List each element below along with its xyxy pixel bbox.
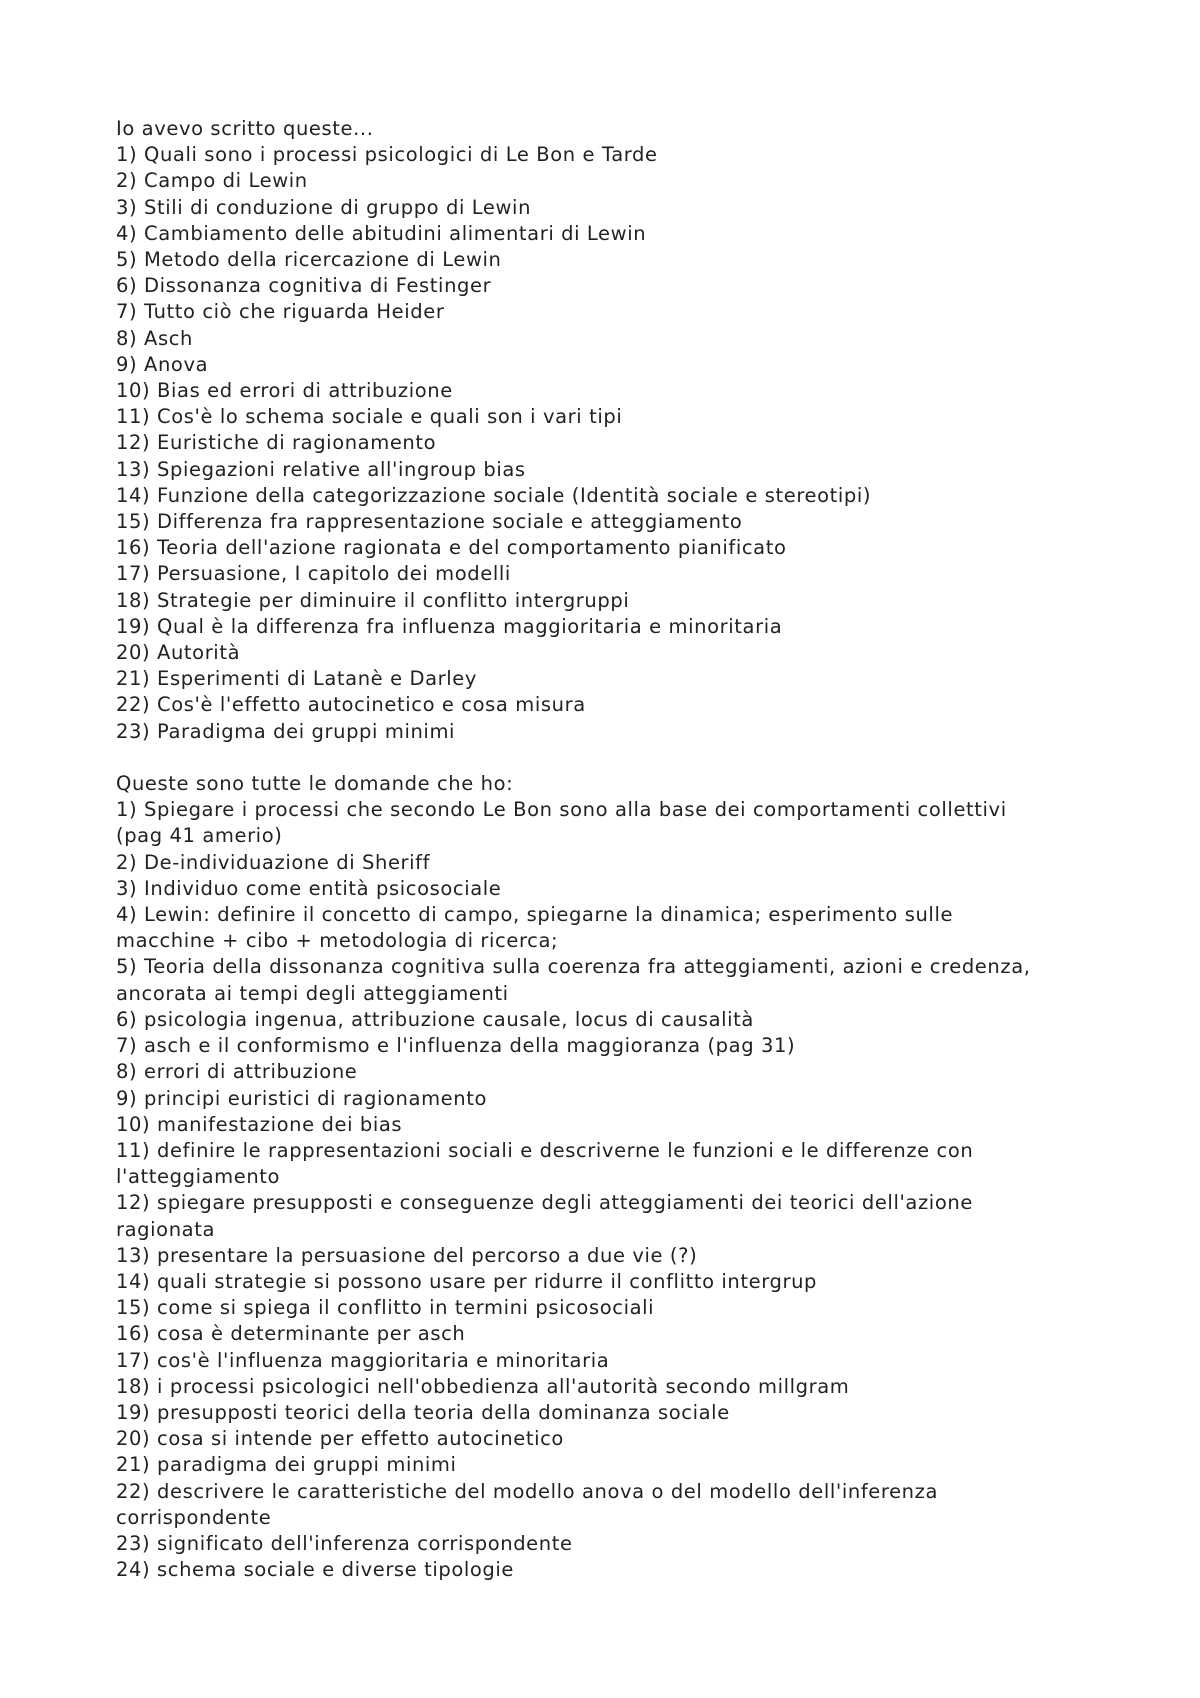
question-item: 14) Funzione della categorizzazione sociale (Identità sociale e stereotipi) — [116, 483, 872, 507]
question-item: 3) Stili di conduzione di gruppo di Lewin — [116, 195, 532, 219]
question-item: 20) Autorità — [116, 641, 241, 665]
question-line: macchine + cibo + metodologia di ricerca; — [116, 929, 559, 953]
question-line: (pag 41 amerio) — [116, 824, 283, 848]
question-line: 16) cosa è determinante per asch — [116, 1322, 466, 1346]
all-questions-list — [116, 797, 1116, 1583]
question-line: 2) De-individuazione di Sheriff — [116, 850, 431, 874]
question-line: 7) asch e il conformismo e l'influenza della maggioranza (pag 31) — [116, 1034, 796, 1058]
written-questions-list — [116, 142, 1116, 745]
question-item: 7) Tutto ciò che riguarda Heider — [116, 300, 445, 324]
question-item: 5) Metodo della ricercazione di Lewin — [116, 248, 502, 272]
question-line: ragionata — [116, 1217, 215, 1241]
question-item: 10) Bias ed errori di attribuzione — [116, 379, 453, 403]
question-item: 18) Strategie per diminuire il conflitto intergruppi — [116, 588, 630, 612]
question-item: 15) Differenza fra rappresentazione sociale e atteggiamento — [116, 510, 743, 534]
question-item: 6) Dissonanza cognitiva di Festinger — [116, 274, 492, 298]
question-line: 24) schema sociale e diverse tipologie — [116, 1558, 515, 1582]
question-item: 2) Campo di Lewin — [116, 169, 308, 193]
question-item: 21) Esperimenti di Latanè e Darley — [116, 667, 478, 691]
question-item: 9) Anova — [116, 352, 209, 376]
question-item: 16) Teoria dell'azione ragionata e del comportamento pianificato — [116, 536, 787, 560]
question-line: 18) i processi psicologici nell'obbedienza all'autorità secondo millgram — [116, 1374, 850, 1398]
question-line: 22) descrivere le caratteristiche del modello anova o del modello dell'inferenza — [116, 1479, 939, 1503]
question-item: 13) Spiegazioni relative all'ingroup bias — [116, 457, 526, 481]
question-item: 4) Cambiamento delle abitudini alimentari di Lewin — [116, 221, 647, 245]
question-line: corrispondente — [116, 1505, 272, 1529]
document-page — [116, 116, 1116, 1583]
question-line: 13) presentare la persuasione del percorso a due vie (?) — [116, 1243, 698, 1267]
question-line: 20) cosa si intende per effetto autocinetico — [116, 1427, 564, 1451]
question-line: 21) paradigma dei gruppi minimi — [116, 1453, 457, 1477]
question-line: 4) Lewin: definire il concetto di campo, spiegarne la dinamica; esperimento sulle — [116, 903, 954, 927]
question-line: ancorata ai tempi degli atteggiamenti — [116, 981, 509, 1005]
question-line: l'atteggiamento — [116, 1165, 281, 1189]
question-line: 10) manifestazione dei bias — [116, 1112, 403, 1136]
question-item: 17) Persuasione, I capitolo dei modelli — [116, 562, 511, 586]
question-item: 22) Cos'è l'effetto autocinetico e cosa misura — [116, 693, 586, 717]
question-line: 23) significato dell'inferenza corrispondente — [116, 1531, 573, 1555]
question-line: 11) definire le rappresentazioni sociali e descriverne le funzioni e le differenze con — [116, 1138, 974, 1162]
question-line: 12) spiegare presupposti e conseguenze degli atteggiamenti dei teorici dell'azione — [116, 1191, 973, 1215]
question-line: 1) Spiegare i processi che secondo Le Bon sono alla base dei comportamenti collettivi — [116, 798, 1007, 822]
question-line: 6) psicologia ingenua, attribuzione causale, locus di causalità — [116, 1007, 754, 1031]
section2-intro: Queste sono tutte le domande che ho: — [116, 772, 514, 796]
question-item: 1) Quali sono i processi psicologici di Le Bon e Tarde — [116, 143, 658, 167]
question-item: 19) Qual è la differenza fra influenza maggioritaria e minoritaria — [116, 614, 783, 638]
question-line: 17) cos'è l'influenza maggioritaria e minoritaria — [116, 1348, 610, 1372]
question-line: 5) Teoria della dissonanza cognitiva sulla coerenza fra atteggiamenti, azioni e credenza, — [116, 955, 1031, 979]
question-line: 14) quali strategie si possono usare per ridurre il conflitto intergrup — [116, 1269, 818, 1293]
question-item: 11) Cos'è lo schema sociale e quali son i vari tipi — [116, 405, 623, 429]
section1-intro: Io avevo scritto queste... — [116, 117, 374, 140]
question-line: 15) come si spiega il conflitto in termini psicosociali — [116, 1296, 655, 1320]
section-spacer — [116, 745, 1116, 771]
question-item: 8) Asch — [116, 326, 193, 350]
question-line: 19) presupposti teorici della teoria della dominanza sociale — [116, 1400, 730, 1424]
question-line: 3) Individuo come entità psicosociale — [116, 876, 502, 900]
question-item: 12) Euristiche di ragionamento — [116, 431, 437, 455]
question-line: 8) errori di attribuzione — [116, 1060, 358, 1084]
question-line: 9) principi euristici di ragionamento — [116, 1086, 487, 1110]
question-item: 23) Paradigma dei gruppi minimi — [116, 719, 456, 743]
